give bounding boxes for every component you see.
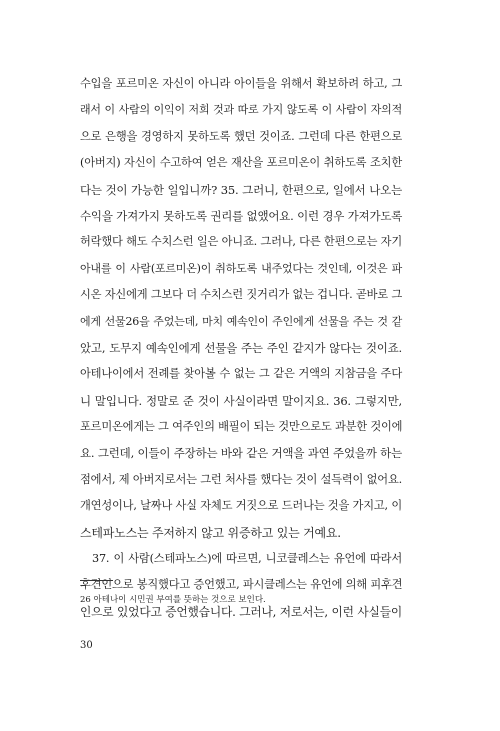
text-line: 시온 자신에게 그보다 더 수치스런 짓거리가 없는 겁니다. 곧바로 그: [80, 288, 402, 302]
text-line: 니 말입니다. 정말로 준 것이 사실이라면 말이지요. 36. 그렇지만,: [80, 393, 402, 408]
text-line-paragraph-start: 37. 이 사람(스테파노스)에 따르면, 니코클레스는 유언에 따라서: [92, 552, 402, 566]
body-text: [80, 71, 402, 625]
page-number: 30: [80, 640, 93, 651]
text-line: 개연성이나, 날짜나 사실 자체도 거짓으로 드러나는 것을 가지고, 이: [80, 499, 402, 513]
footnote: 26 아테나이 시민권 부여를 뜻하는 것으로 보인다.: [80, 595, 266, 605]
text-line: 요. 그런데, 이들이 주장하는 바와 같은 거액을 과연 주었을까 하는: [80, 446, 402, 461]
text-line: 스테파노스는 주저하지 않고 위증하고 있는 거예요.: [80, 525, 341, 540]
text-line: 에게 선물26을 주었는데, 마치 예속인이 주인에게 선물을 주는 것 같: [80, 314, 402, 328]
text-line: 으로 은행을 경영하지 못하도록 했던 것이죠. 그런데 다른 한편으로: [80, 129, 402, 143]
text-line: 수익을 가져가지 못하도록 권리를 없앴어요. 이런 경우 가져가도록: [80, 208, 403, 223]
text-line: 수입을 포르미온 자신이 아니라 아이들을 위해서 확보하려 하고, 그: [80, 77, 402, 90]
text-line: 포르미온에게는 그 여주인의 배필이 되는 것만으로도 과분한 것이에: [80, 420, 403, 434]
text-line: 후견인으로 봉직했다고 증언했고, 파시클레스는 유언에 의해 피후견: [80, 578, 403, 592]
text-line: 아테나이에서 전례를 찾아볼 수 없는 그 같은 거액의 지참금을 주다: [80, 367, 402, 381]
footnote-divider: [80, 580, 113, 581]
text-line: 점에서, 제 아버지로서는 그런 처사를 했다는 것이 설득력이 없어요.: [80, 472, 402, 486]
text-line: 인으로 있었다고 증언했습니다. 그러나, 저로서는, 이런 사실들이: [80, 604, 402, 619]
text-line: 래서 이 사람의 이익이 저희 것과 따로 가지 않도록 이 사람이 자의적: [80, 103, 402, 117]
text-line: 허락했다 해도 수치스런 일은 아니죠. 그러나, 다른 한편으로는 자기: [80, 235, 402, 249]
text-line: 다는 것이 가능한 일입니까? 35. 그러니, 한편으로, 일에서 나오는: [80, 182, 402, 197]
text-line: 아내를 이 사람(포르미온)이 취하도록 내주었다는 것인데, 이것은 파: [80, 261, 402, 275]
text-line: 았고, 도무지 예속인에게 선물을 주는 주인 같지가 않다는 것이죠.: [80, 340, 402, 355]
text-line: (아버지) 자신이 수고하여 얻은 재산을 포르미온이 취하도록 조치한: [80, 156, 402, 170]
